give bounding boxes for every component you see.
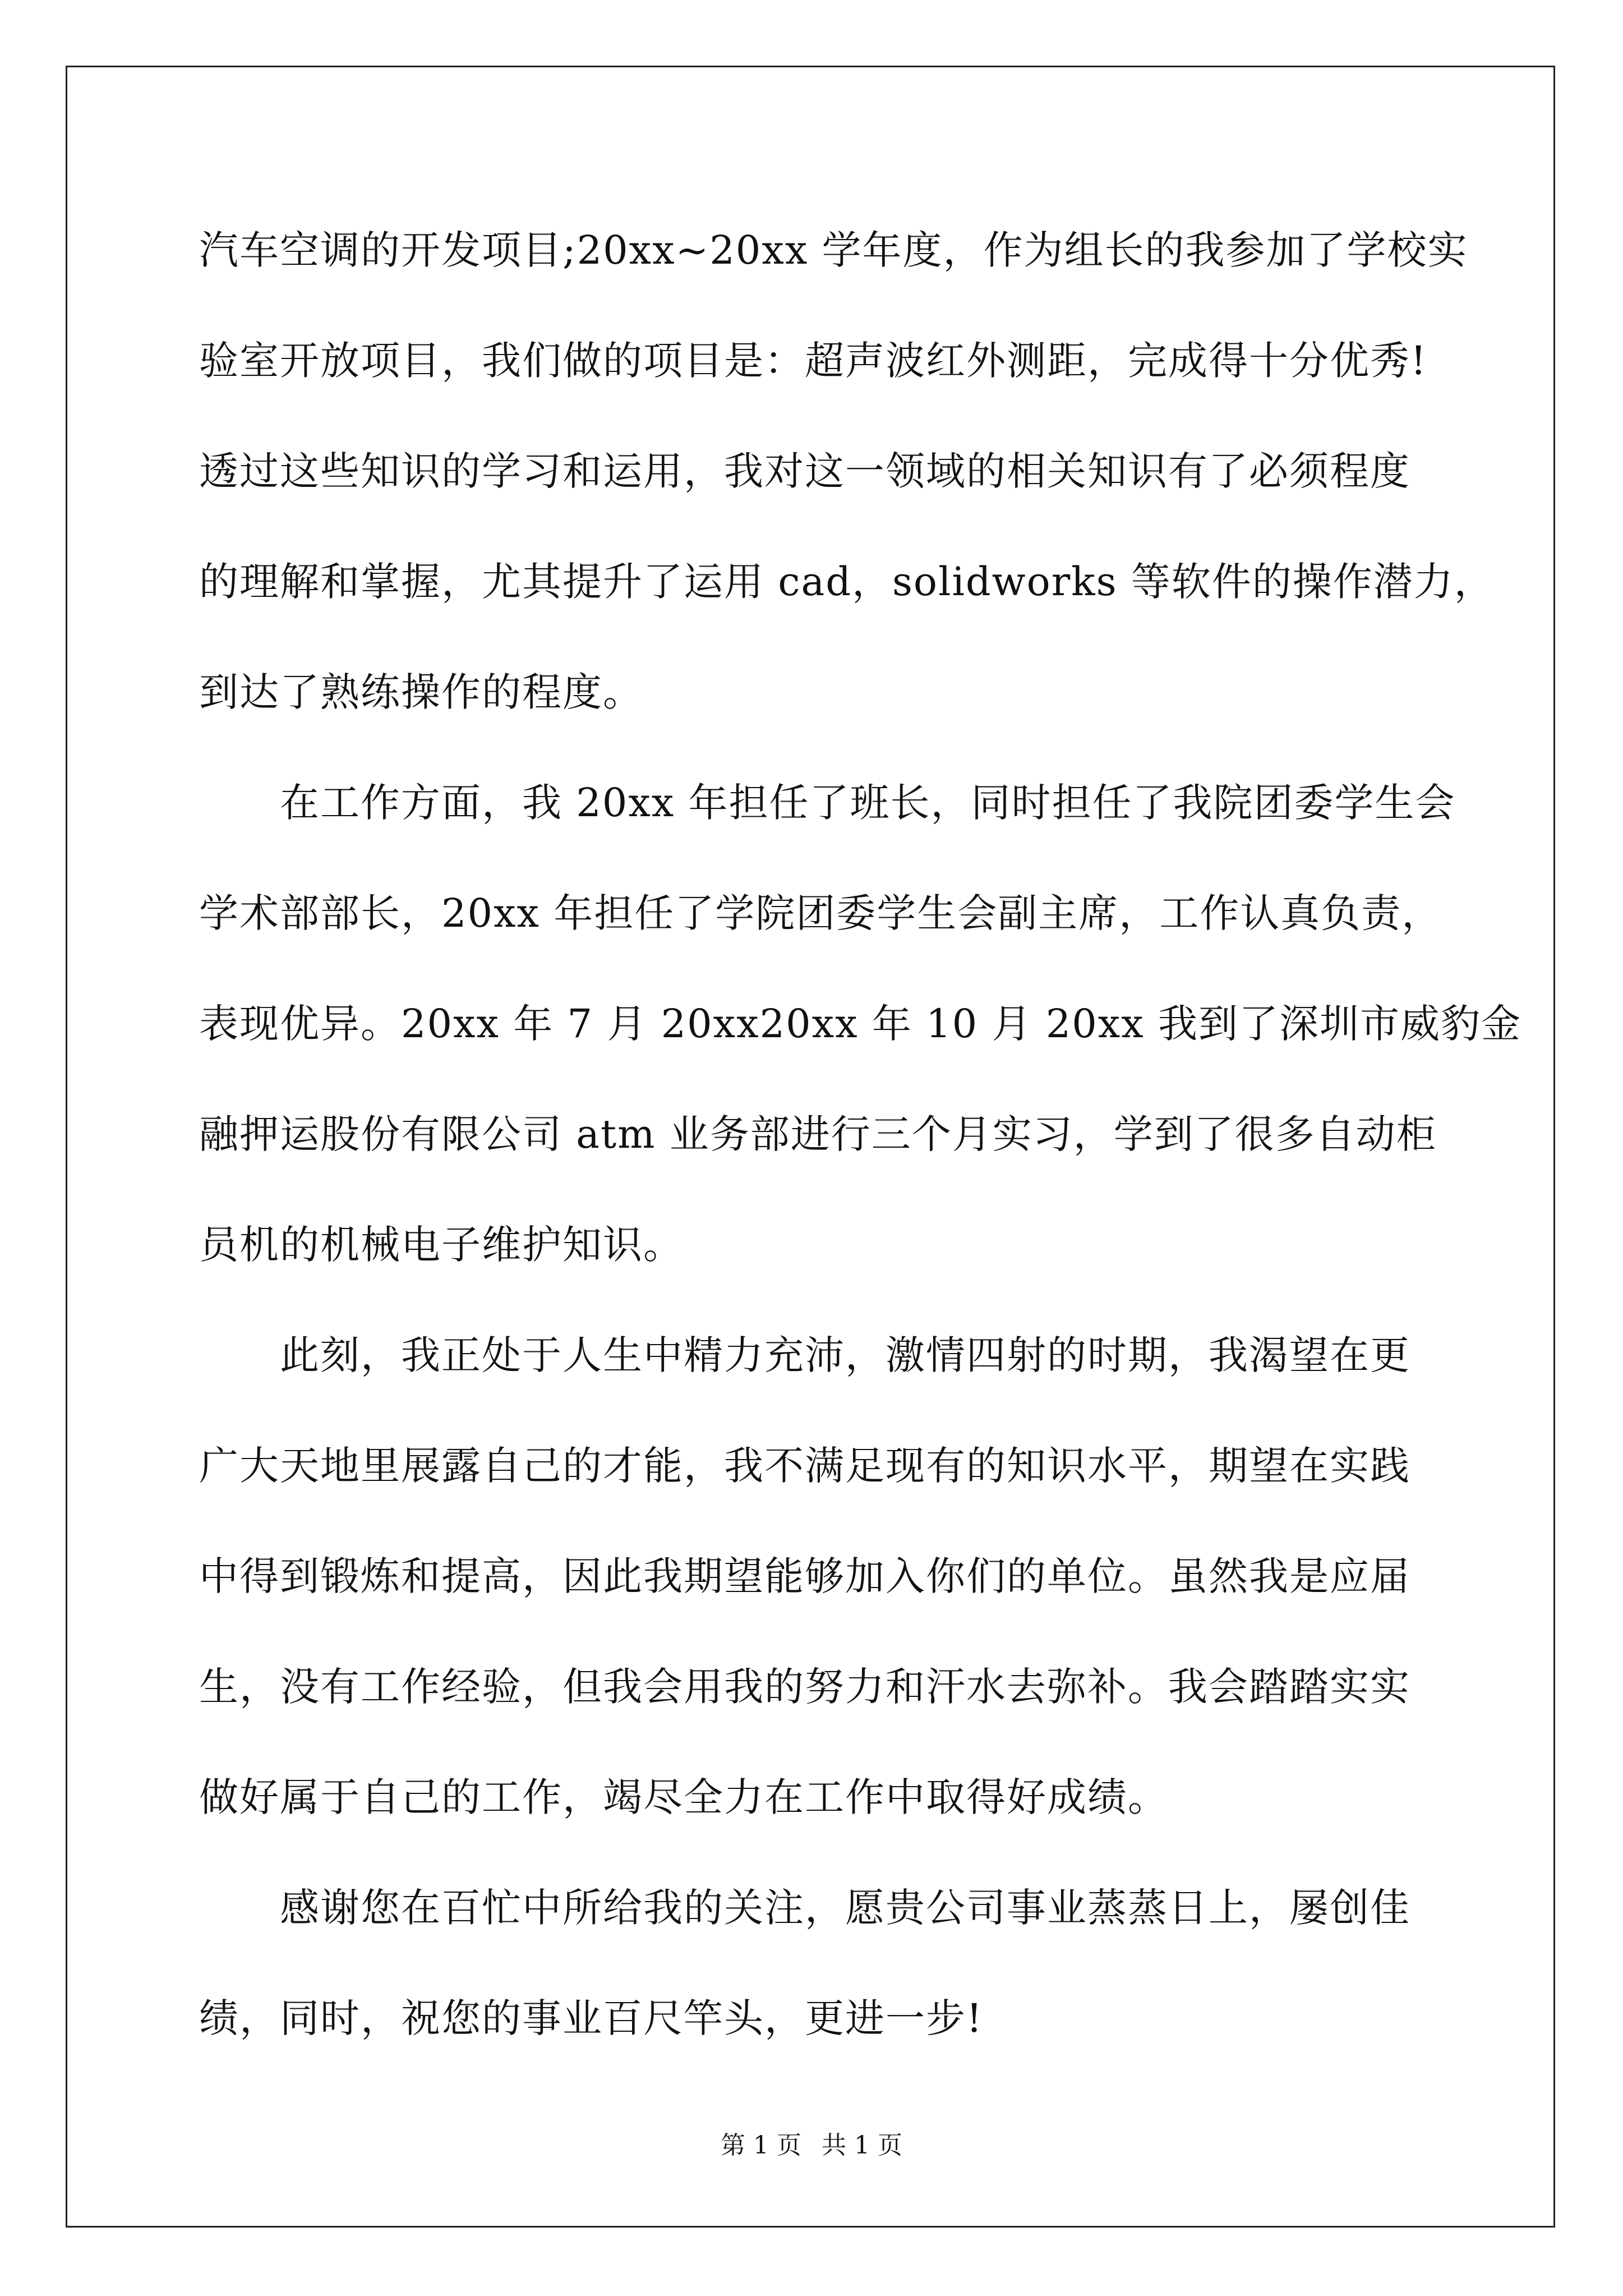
text-line: 感谢您在百忙中所给我的关注，愿贵公司事业蒸蒸日上，屡创佳	[199, 1885, 1410, 1931]
text-line: 表现优异。20xx 年 7 月 20xx20xx 年 10 月 20xx 我到了深圳市威豹金	[199, 1001, 1521, 1047]
text-line: 学术部部长，20xx 年担任了学院团委学生会副主席，工作认真负责，	[199, 890, 1442, 936]
text-line: 汽车空调的开发项目;20xx~20xx 学年度，作为组长的我参加了学校实	[199, 227, 1468, 273]
text-line: 广大天地里展露自己的才能，我不满足现有的知识水平，期望在实践	[199, 1443, 1410, 1489]
text-line: 到达了熟练操作的程度。	[199, 669, 643, 715]
text-line: 的理解和掌握，尤其提升了运用 cad，solidworks 等软件的操作潜力，	[199, 559, 1495, 605]
page-footer	[0, 2129, 1623, 2162]
page-number-current: 第 1 页	[721, 2131, 801, 2160]
text-line: 员机的机械电子维护知识。	[199, 1222, 684, 1268]
text-line: 验室开放项目，我们做的项目是：超声波红外测距，完成得十分优秀!	[199, 338, 1428, 384]
page-number-total: 共 1 页	[822, 2131, 902, 2160]
text-line: 融押运股份有限公司 atm 业务部进行三个月实习，学到了很多自动柜	[199, 1111, 1437, 1157]
text-line: 此刻，我正处于人生中精力充沛，激情四射的时期，我渴望在更	[199, 1332, 1410, 1378]
text-line: 透过这些知识的学习和运用，我对这一领域的相关知识有了必须程度	[199, 448, 1410, 494]
text-line: 做好属于自己的工作，竭尽全力在工作中取得好成绩。	[199, 1774, 1168, 1820]
text-line: 生，没有工作经验，但我会用我的努力和汗水去弥补。我会踏踏实实	[199, 1664, 1410, 1710]
text-line: 在工作方面，我 20xx 年担任了班长，同时担任了我院团委学生会	[199, 780, 1456, 826]
letter-body	[199, 217, 1521, 2095]
text-line: 中得到锻炼和提高，因此我期望能够加入你们的单位。虽然我是应届	[199, 1553, 1410, 1599]
text-line: 绩，同时，祝您的事业百尺竿头，更进一步!	[199, 1995, 984, 2041]
